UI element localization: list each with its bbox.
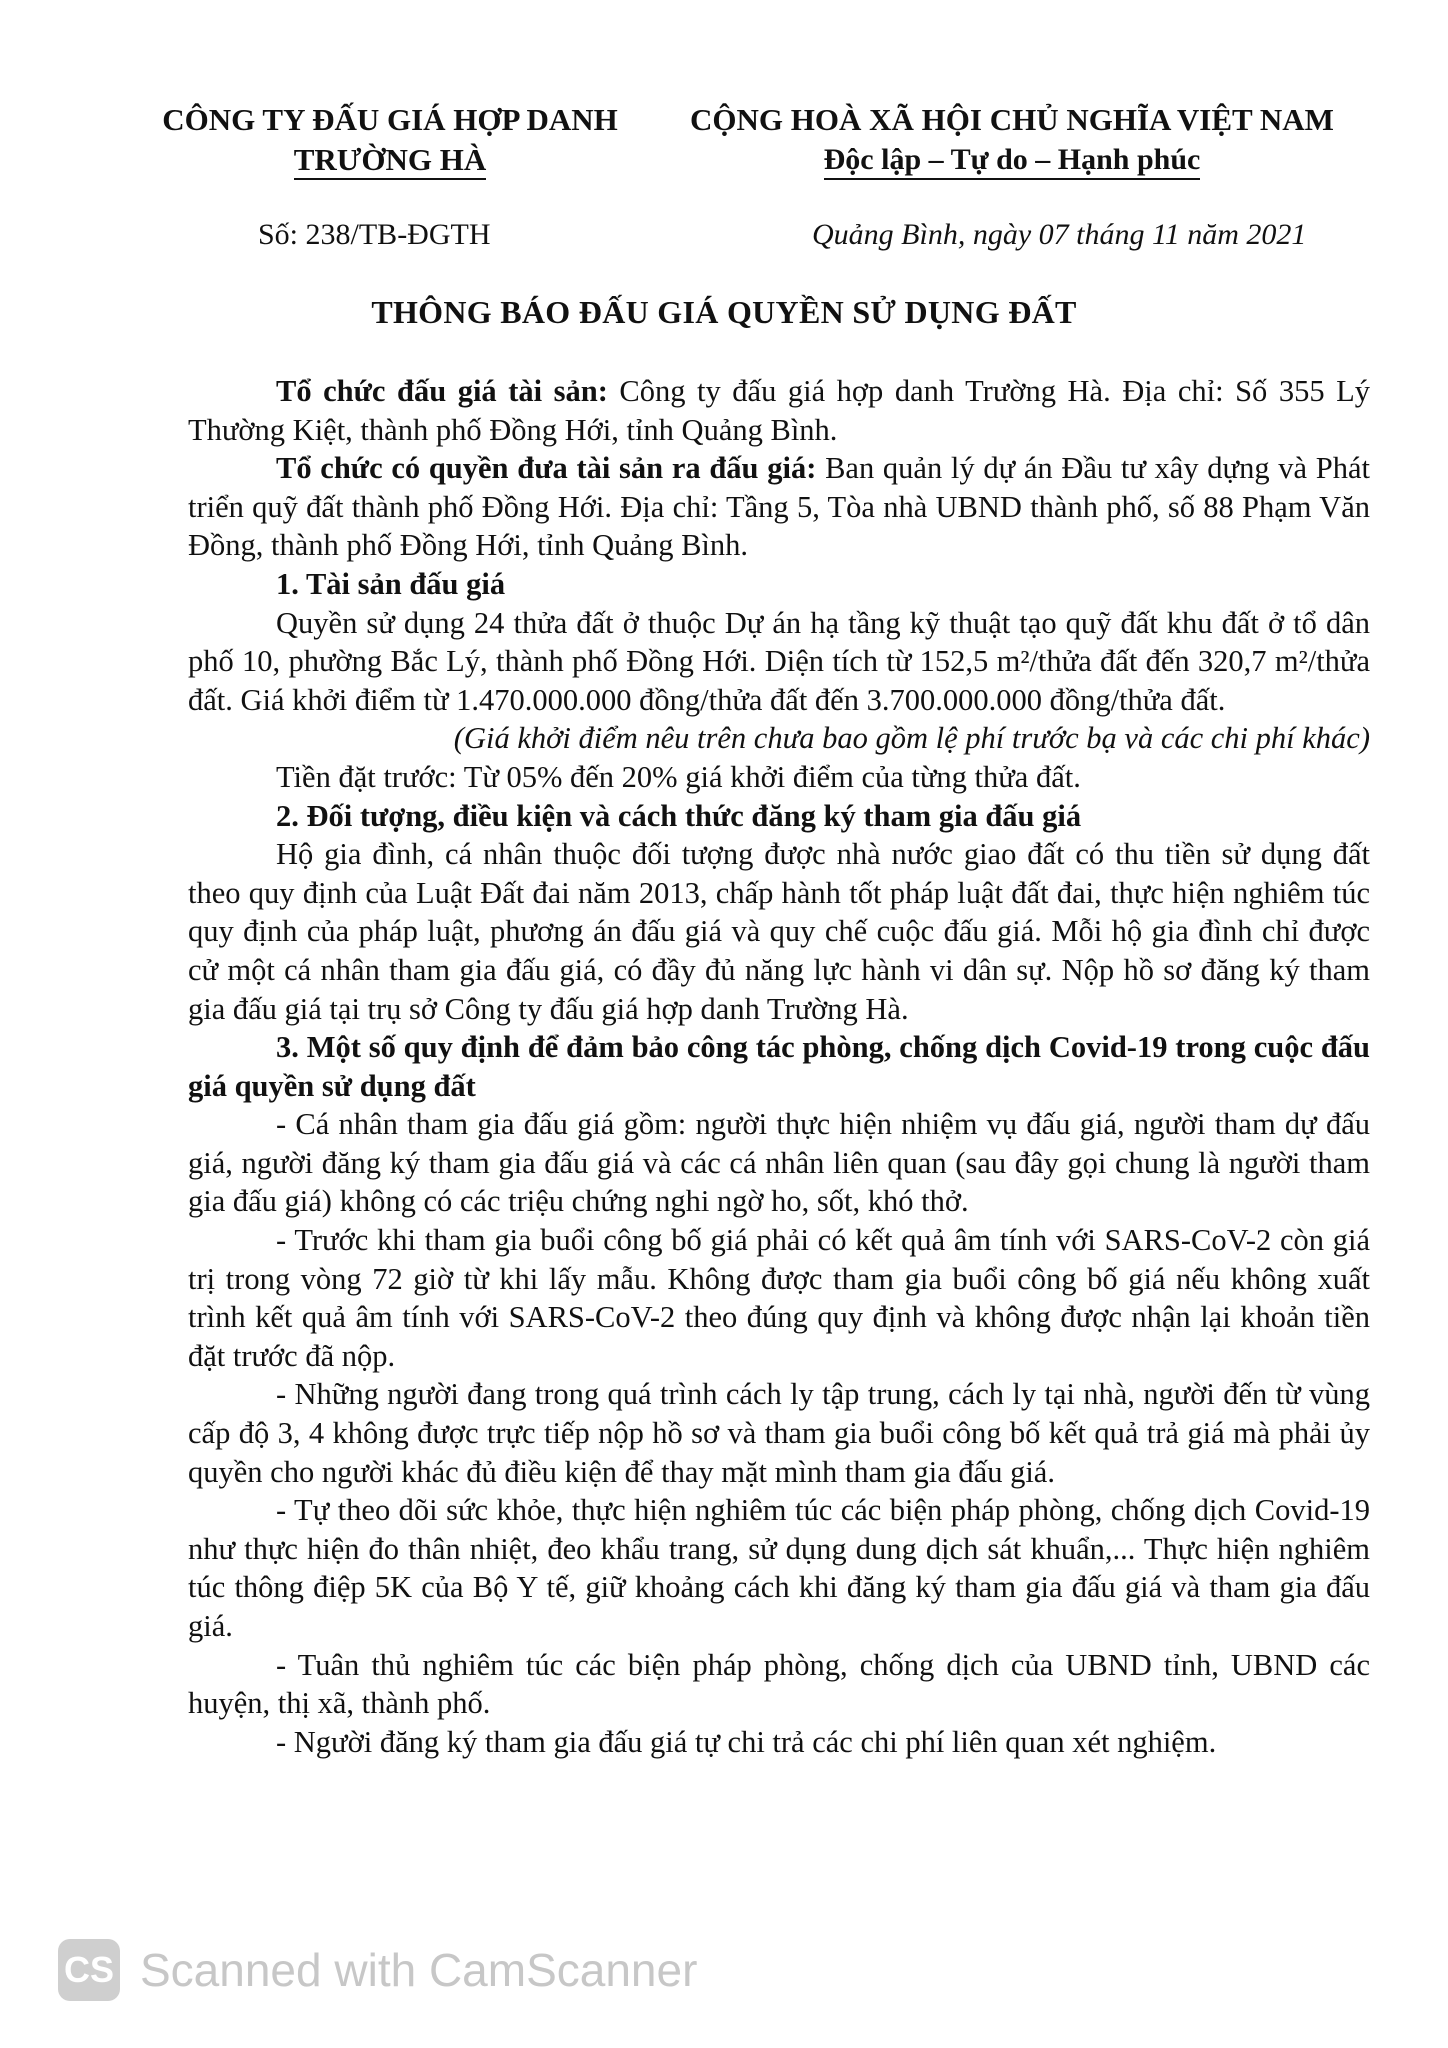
asset-owner-label: Tổ chức có quyền đưa tài sản ra đấu giá:: [276, 451, 817, 486]
section3-heading: 3. Một số quy định để đảm bảo công tác phòng, chống dịch Covid-19 trong cuộc đấu giá quyền sử dụng đất: [188, 1030, 1370, 1103]
document-number: Số: 238/TB-ĐGTH: [258, 218, 491, 251]
auction-organizer-paragraph: [188, 372, 1370, 449]
section1-note: (Giá khởi điểm nêu trên chưa bao gồm lệ phí trước bạ và các chi phí khác): [453, 721, 1370, 756]
asset-owner-text: Ban quản lý dự án Đầu tư xây dựng và Phát triển quỹ đất thành phố Đồng Hới. Địa chỉ: Tầng 5, Tòa nhà UBND thành phố, số 88 Phạm Văn Đồng, thành phố Đồng Hới, tỉnh Quảng Bình.: [188, 451, 1371, 563]
section3-item: - Tuân thủ nghiêm túc các biện pháp phòng, chống dịch của UBND tỉnh, UBND các huyện, thị xã, thành phố.: [188, 1647, 1370, 1721]
section3-item: - Tự theo dõi sức khỏe, thực hiện nghiêm túc các biện pháp phòng, chống dịch Covid-19 như thực hiện đo thân nhiệt, đeo khẩu trang, sử dụng dung dịch sát khuẩn,... Thực hiện nghiêm túc thông điệp 5K của Bộ Y tế, giữ khoảng cách khi đăng ký tham gia đấu giá và tham gia đấu giá.: [188, 1493, 1370, 1643]
auction-organizer-label: Tổ chức đấu giá tài sản:: [276, 374, 608, 408]
section3-item: - Những người đang trong quá trình cách ly tập trung, cách ly tại nhà, người đến từ vùng cấp độ 3, 4 không được trực tiếp nộp hồ sơ và tham gia buổi công bố kết quả trả giá mà phải ủy quyền cho người khác đủ điều kiện để thay mặt mình tham gia đấu giá.: [188, 1377, 1370, 1489]
auction-organizer-text: Công ty đấu giá hợp danh Trường Hà. Địa chỉ: Số 355 Lý Thường Kiệt, thành phố Đồng Hới, tỉnh Quảng Bình.: [188, 374, 1371, 447]
national-header: [662, 100, 1362, 180]
document-title: THÔNG BÁO ĐẤU GIÁ QUYỀN SỬ DỤNG ĐẤT: [371, 294, 1077, 330]
company-name-line1: CÔNG TY ĐẤU GIÁ HỢP DANH: [162, 102, 618, 137]
place-date: Quảng Bình, ngày 07 tháng 11 năm 2021: [812, 218, 1307, 251]
section1-deposit: Tiền đặt trước: Từ 05% đến 20% giá khởi điểm của từng thửa đất.: [276, 759, 1081, 794]
national-motto: Độc lập – Tự do – Hạnh phúc: [824, 142, 1201, 180]
section1-text: Quyền sử dụng 24 thửa đất ở thuộc Dự án hạ tầng kỹ thuật tạo quỹ đất khu đất ở tổ dân phố 10, phường Bắc Lý, thành phố Đồng Hới. Diện tích từ 152,5 m²/thửa đất đến 320,7 m²/thửa đất. Giá khởi điểm từ 1.470.000.000 đồng/thửa đất đến 3.700.000.000 đồng/thửa đất.: [188, 605, 1370, 717]
section2-heading: 2. Đối tượng, điều kiện và cách thức đăng ký tham gia đấu giá: [276, 798, 1082, 833]
section1-heading: 1. Tài sản đấu giá: [276, 566, 506, 601]
section3-item: - Người đăng ký tham gia đấu giá tự chi trả các chi phí liên quan xét nghiệm.: [276, 1724, 1217, 1759]
section2-text: Hộ gia đình, cá nhân thuộc đối tượng được nhà nước giao đất có thu tiền sử dụng đất theo quy định của Luật Đất đai năm 2013, chấp hành tốt pháp luật đất đai, thực hiện nghiêm túc quy định của pháp luật, phương án đấu giá và quy chế cuộc đấu giá. Mỗi hộ gia đình chỉ được cử một cá nhân tham gia đấu giá, có đầy đủ năng lực hành vi dân sự. Nộp hồ sơ đăng ký tham gia đấu giá tại trụ sở Công ty đấu giá hợp danh Trường Hà.: [188, 837, 1370, 1026]
camscanner-logo-icon: CS: [58, 1939, 120, 2001]
nation-name: CỘNG HOÀ XÃ HỘI CHỦ NGHĨA VIỆT NAM: [690, 102, 1334, 137]
asset-owner-paragraph: [188, 449, 1370, 565]
camscanner-watermark-text: Scanned with CamScanner: [140, 1944, 698, 1996]
section3-item: - Cá nhân tham gia đấu giá gồm: người thực hiện nhiệm vụ đấu giá, người tham dự đấu giá, người đăng ký tham gia đấu giá và các cá nhân liên quan (sau đây gọi chung là người tham gia đấu giá) không có các triệu chứng nghi ngờ ho, sốt, khó thở.: [188, 1107, 1370, 1219]
company-header: [140, 100, 640, 180]
camscanner-watermark: [58, 1938, 697, 2002]
section3-item: - Trước khi tham gia buổi công bố giá phải có kết quả âm tính với SARS-CoV-2 còn giá trị trong vòng 72 giờ từ khi lấy mẫu. Không được tham gia buổi công bố giá nếu không xuất trình kết quả âm tính với SARS-CoV-2 theo đúng quy định và không được nhận lại khoản tiền đặt trước đã nộp.: [188, 1223, 1370, 1373]
document-body: [188, 372, 1370, 1761]
company-name-line2: TRƯỜNG HÀ: [294, 142, 487, 180]
